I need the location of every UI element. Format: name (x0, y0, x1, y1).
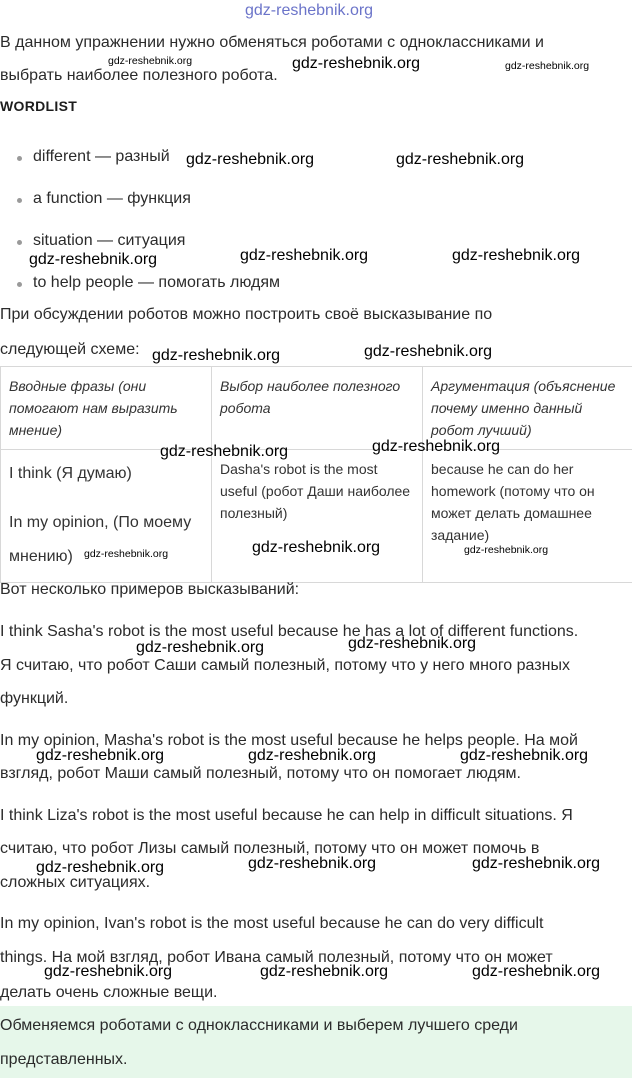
table-cell (1, 450, 212, 583)
intro-line-1: В данном упражнении нужно обменяться роботами с одноклассниками и (0, 34, 544, 51)
example-line: Я считаю, что робот Саши самый полезный, потому что у него много разных (0, 657, 570, 674)
watermark: gdz-reshebnik.org (186, 151, 315, 168)
watermark: gdz-reshebnik.org (84, 548, 169, 560)
watermark: gdz-reshebnik.org (472, 855, 601, 872)
watermark: gdz-reshebnik.org (260, 963, 389, 980)
table-header-cell: Выбор наиболее полезного робота (212, 367, 423, 450)
table-cell: Dasha's robot is the most useful (робот Даши наиболее полезный) (212, 450, 423, 583)
watermark: gdz-reshebnik.org (292, 55, 421, 72)
watermark: gdz-reshebnik.org (364, 343, 493, 360)
watermark: gdz-reshebnik.org (472, 963, 601, 980)
watermark: gdz-reshebnik.org (348, 635, 477, 652)
example-line: считаю, что робот Лизы самый полезный, потому что он может помочь в (0, 840, 540, 857)
wordlist-item: different — разный (33, 148, 170, 165)
example-line: делать очень сложные вещи. (0, 984, 218, 1001)
bullet-icon (17, 240, 22, 245)
watermark: gdz-reshebnik.org (36, 859, 165, 876)
wordlist-item: situation — ситуация (33, 232, 186, 249)
intro-phrase: In my opinion, (По моему мнению) (9, 514, 192, 565)
example-line: I think Liza's robot is the most useful because he can help in difficult situations. Я (0, 807, 573, 824)
watermark: gdz-reshebnik.org (136, 639, 265, 656)
bullet-icon (17, 282, 22, 287)
bullet-icon (17, 156, 22, 161)
bullet-icon (17, 198, 22, 203)
wordlist-item: a function — функция (33, 190, 191, 207)
intro-line-2: выбрать наиболее полезного робота. (0, 67, 278, 84)
table-cell: because he can do her homework (потому что он может делать домашнее задание) (423, 450, 632, 583)
table-header-cell: Аргументация (объяснение почему именно данный робот лучший) (423, 367, 632, 450)
watermark: gdz-reshebnik.org (464, 544, 549, 556)
watermark: gdz-reshebnik.org (505, 60, 590, 72)
intro-phrase: I think (Я думаю) (9, 465, 132, 482)
wordlist-heading: WORDLIST (0, 98, 78, 114)
example-line: функций. (0, 690, 69, 707)
watermark: gdz-reshebnik.org (160, 443, 289, 460)
example-line: things. На мой взгляд, робот Ивана самый полезный, потому что он может (0, 949, 553, 966)
watermark: gdz-reshebnik.org (29, 251, 158, 268)
scheme-intro-line-1: При обсуждении роботов можно построить своё высказывание по (0, 306, 493, 323)
watermark: gdz-reshebnik.org (44, 963, 173, 980)
watermark-top: gdz-reshebnik.org (245, 2, 374, 19)
watermark: gdz-reshebnik.org (396, 151, 525, 168)
example-line: I think Sasha's robot is the most useful because he has a lot of different functions. (0, 623, 579, 640)
wordlist-item: to help people — помогать людям (33, 274, 281, 291)
table-row (1, 450, 632, 583)
example-line: In my opinion, Ivan's robot is the most useful because he can do very difficult (0, 915, 544, 932)
watermark: gdz-reshebnik.org (108, 55, 193, 67)
watermark: gdz-reshebnik.org (240, 247, 369, 264)
watermark: gdz-reshebnik.org (460, 747, 589, 764)
example-line: взгляд, робот Маши самый полезный, потому что он помогает людям. (0, 765, 521, 782)
table-header-row (1, 367, 632, 450)
watermark: gdz-reshebnik.org (252, 539, 381, 556)
watermark: gdz-reshebnik.org (36, 747, 165, 764)
watermark: gdz-reshebnik.org (248, 855, 377, 872)
watermark: gdz-reshebnik.org (452, 247, 581, 264)
watermark: gdz-reshebnik.org (152, 347, 281, 364)
example-line: In my opinion, Masha's robot is the most useful because he helps people. На мой (0, 732, 578, 749)
table-header-cell: Вводные фразы (они помогают нам выразить мнение) (1, 367, 212, 450)
conclusion-line-2: представленных. (0, 1051, 128, 1068)
scheme-intro-line-2: следующей схеме: (0, 341, 140, 358)
example-line: сложных ситуациях. (0, 874, 151, 891)
watermark: gdz-reshebnik.org (372, 438, 501, 455)
watermark: gdz-reshebnik.org (248, 747, 377, 764)
examples-intro: Вот несколько примеров высказываний: (0, 581, 300, 598)
conclusion-line-1: Обменяемся роботами с одноклассниками и выберем лучшего среди (0, 1017, 518, 1034)
